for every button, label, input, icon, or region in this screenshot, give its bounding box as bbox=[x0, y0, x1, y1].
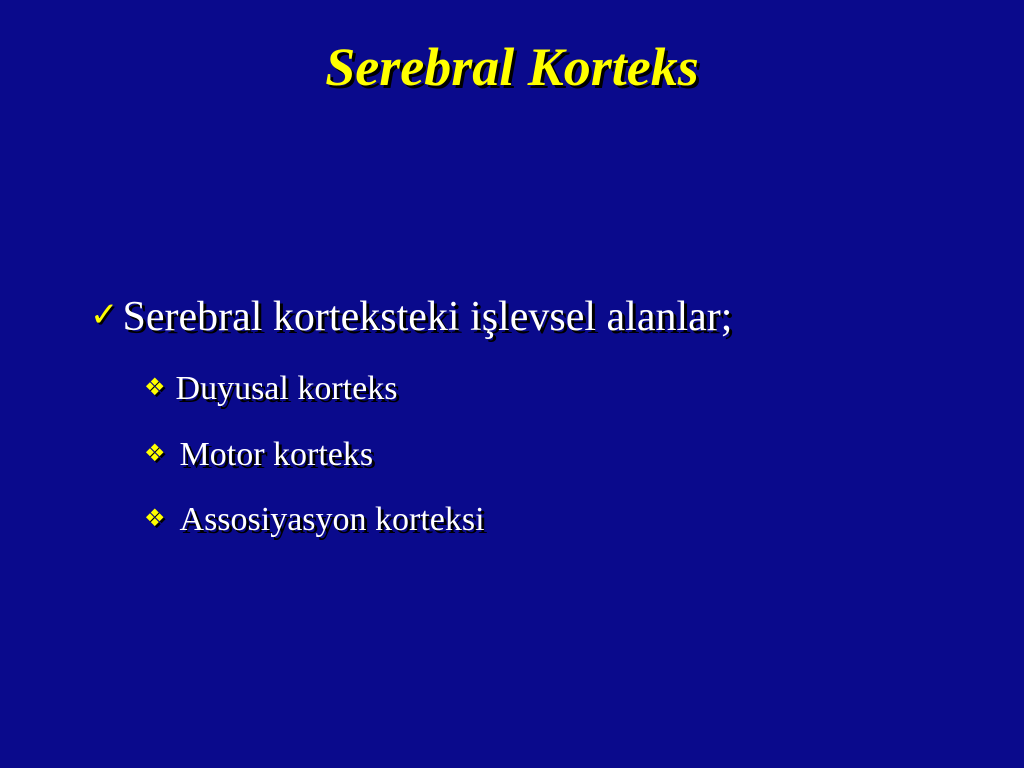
slide-title: Serebral Korteks bbox=[325, 37, 699, 97]
main-bullet bbox=[90, 294, 732, 340]
sub-item-duyusal bbox=[144, 370, 397, 407]
four-diamond-icon: ❖ bbox=[144, 439, 166, 467]
sub-item-text: Duyusal korteks bbox=[175, 370, 398, 407]
four-diamond-icon: ❖ bbox=[144, 504, 166, 532]
sub-item-assosiyasyon bbox=[144, 501, 485, 538]
check-icon: ✓ bbox=[90, 295, 119, 335]
four-diamond-icon: ❖ bbox=[144, 373, 166, 401]
sub-item-text: Motor korteks bbox=[179, 436, 374, 473]
sub-item-text: Assosiyasyon korteksi bbox=[179, 501, 485, 538]
sub-item-motor bbox=[144, 436, 373, 473]
main-bullet-text: Serebral korteksteki işlevsel alanlar; bbox=[122, 294, 733, 340]
